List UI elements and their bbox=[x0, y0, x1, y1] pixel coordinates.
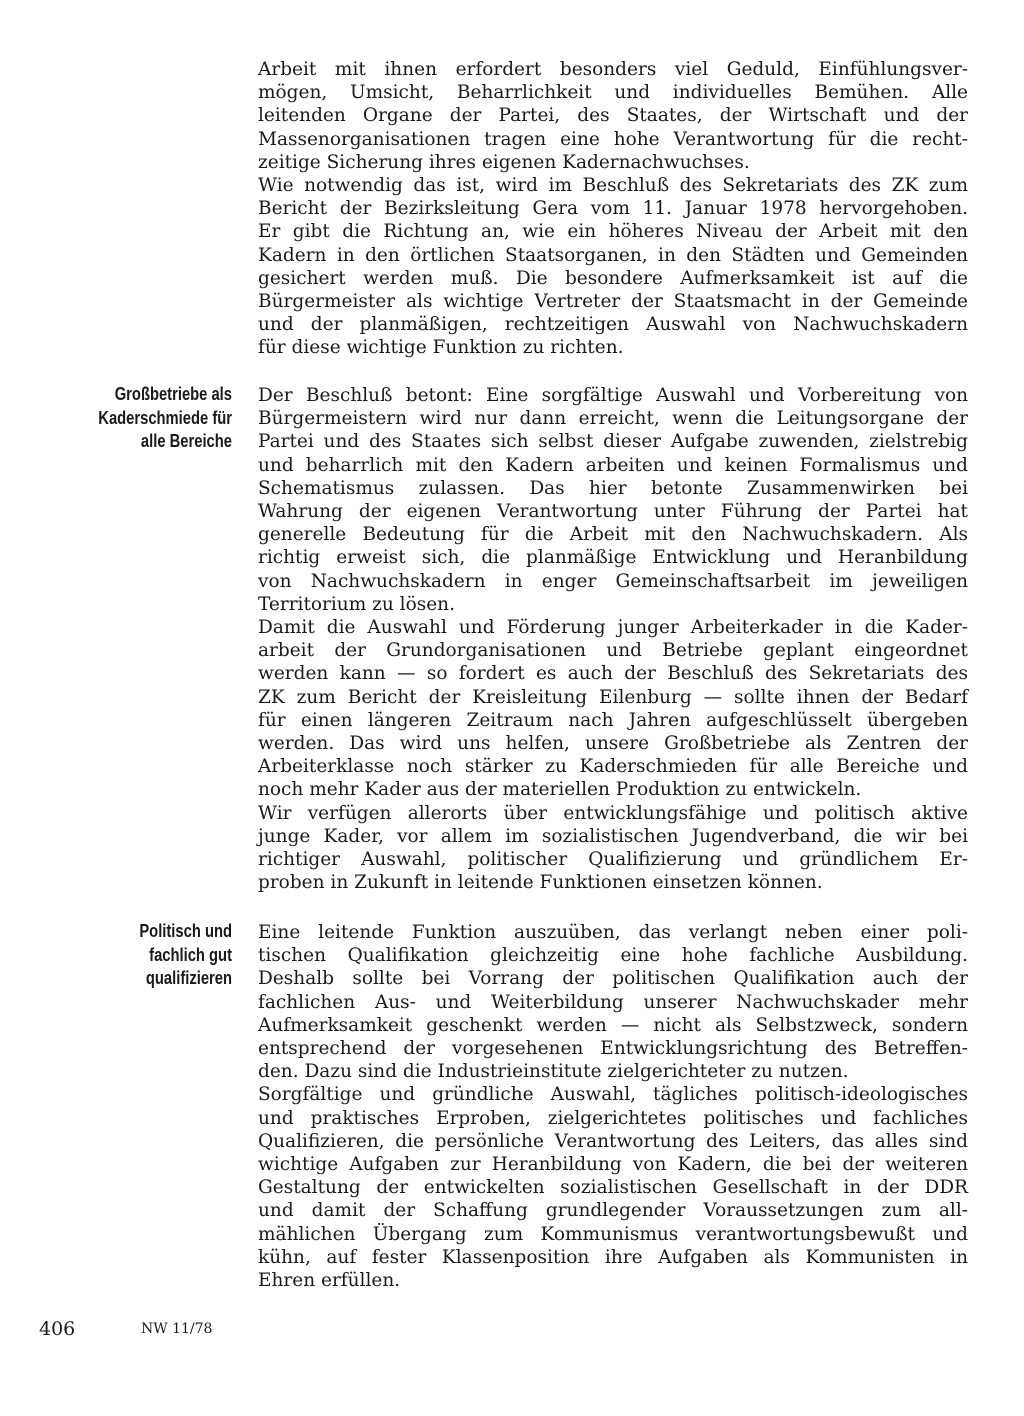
text-line: Bürgermeister als wichtige Vertreter der Staatsmacht in der Gemeinde bbox=[258, 291, 968, 313]
text-line: leitenden Organe der Partei, des Staates, der Wirtschaft und der bbox=[258, 105, 968, 127]
text-line: kühn, auf fester Klassenposition ihre Aufgaben als Kommunisten in bbox=[258, 1246, 968, 1268]
text-line: zeitige Sicherung ihres eigenen Kadernachwuchses. bbox=[258, 151, 750, 173]
text-line: Ehren erfüllen. bbox=[258, 1270, 401, 1292]
text-line: Bericht der Bezirksleitung Gera vom 11. Januar 1978 hervorgehoben. bbox=[258, 198, 968, 220]
text-line: Wahrung der eigenen Verantwortung unter Führung der Partei hat bbox=[258, 501, 968, 523]
text-line: und beharrlich mit den Kadern arbeiten und keinen Formalismus und bbox=[258, 454, 968, 476]
text-line: Der Beschluß betont: Eine sorgfältige Auswahl und Vorbereitung von bbox=[258, 385, 968, 406]
text-line: Gestaltung der entwickelten sozialistischen Gesellschaft in der DDR bbox=[258, 1177, 968, 1199]
text-line: werden kann — so fordert es auch der Beschluß des Sekretariats des bbox=[258, 663, 968, 685]
text-line: von Nachwuchskadern in enger Gemeinschaftsarbeit im jeweiligen bbox=[258, 570, 968, 592]
text-line: Qualifizieren, die persönliche Verantwortung des Leiters, das alles sind bbox=[258, 1130, 968, 1152]
paragraph bbox=[258, 174, 968, 360]
page-number: 406 bbox=[39, 1318, 76, 1340]
text-line: Aufmerksamkeit geschenkt werden — nicht als Selbstzweck, sondern bbox=[258, 1014, 968, 1036]
text-line: entsprechend der vorgesehenen Entwicklungsrichtung des Betreffen- bbox=[258, 1038, 968, 1060]
text-section-kaderschmiede bbox=[258, 384, 968, 894]
text-line: und der planmäßigen, rechtzeitigen Auswahl von Nachwuchskadern bbox=[258, 314, 968, 336]
text-line: proben in Zukunft in leitende Funktionen einsetzen können. bbox=[258, 872, 823, 894]
margin-heading-line: qualifizieren bbox=[145, 968, 232, 988]
paragraph bbox=[258, 384, 968, 616]
margin-heading-line: Großbetriebe als bbox=[114, 384, 232, 404]
text-line: wichtige Aufgaben zur Heranbildung von Kadern, die bei der weiteren bbox=[258, 1154, 968, 1176]
text-line: und praktisches Erproben, zielgerichtetes politisches und fachliches bbox=[258, 1107, 968, 1129]
text-line: Arbeit mit ihnen erfordert besonders viel Geduld, Einfühlungsver- bbox=[258, 59, 968, 80]
text-line: und damit der Schaffung grundlegender Voraussetzungen zum all- bbox=[258, 1200, 968, 1222]
text-line: fachlichen Aus- und Weiterbildung unserer Nachwuchskader mehr bbox=[258, 991, 968, 1013]
margin-heading-line: alle Bereiche bbox=[140, 431, 232, 451]
paragraph bbox=[258, 58, 968, 174]
text-line: den. Dazu sind die Industrieinstitute zielgerichteter zu nutzen. bbox=[258, 1061, 849, 1083]
margin-heading-line: Politisch und bbox=[139, 921, 232, 941]
margin-heading-grossbetriebe bbox=[75, 383, 232, 454]
margin-heading-qualifizieren bbox=[75, 920, 232, 991]
text-line: für diese wichtige Funktion zu richten. bbox=[258, 337, 624, 359]
text-section-intro bbox=[258, 58, 968, 360]
text-line: für einen längeren Zeitraum nach Jahren aufgeschlüsselt übergeben bbox=[258, 709, 968, 731]
text-line: richtiger Auswahl, politischer Qualifizierung und gründlichem Er- bbox=[258, 849, 968, 871]
text-line: werden. Das wird uns helfen, unsere Großbetriebe als Zentren der bbox=[258, 733, 968, 755]
text-line: gesichert werden muß. Die besondere Aufmerksamkeit ist auf die bbox=[258, 267, 968, 289]
text-line: Er gibt die Richtung an, wie ein höheres Niveau der Arbeit mit den bbox=[258, 221, 968, 243]
text-line: mählichen Übergang zum Kommunismus verantwortungsbewußt und bbox=[258, 1223, 968, 1245]
text-line: Kadern in den örtlichen Staatsorganen, in den Städten und Gemeinden bbox=[258, 244, 968, 266]
margin-heading-line: fachlich gut bbox=[149, 944, 232, 965]
text-line: Arbeiterklasse noch stärker zu Kaderschmieden für alle Bereiche und bbox=[258, 756, 968, 778]
text-line: generelle Bedeutung für die Arbeit mit den Nachwuchskadern. Als bbox=[258, 524, 968, 546]
paragraph bbox=[258, 921, 968, 1083]
text-line: richtig erweist sich, die planmäßige Entwicklung und Heranbildung bbox=[258, 547, 968, 569]
text-line: Bürgermeistern wird nur dann erreicht, wenn die Leitungsorgane der bbox=[258, 408, 968, 430]
text-line: Wir verfügen allerorts über entwicklungsfähige und politisch aktive bbox=[258, 802, 968, 824]
text-line: Sorgfältige und gründliche Auswahl, tägliches politisch-ideologisches bbox=[258, 1084, 968, 1106]
text-line: tischen Qualifikation gleichzeitig eine hohe fachliche Ausbildung. bbox=[258, 945, 968, 967]
paragraph bbox=[258, 802, 968, 895]
text-line: mögen, Umsicht, Beharrlichkeit und individuelles Bemühen. Alle bbox=[258, 82, 968, 104]
text-line: junge Kader, vor allem im sozialistischen Jugendverband, die wir bei bbox=[258, 825, 968, 847]
text-section-qualifizieren bbox=[258, 921, 968, 1292]
text-line: Eine leitende Funktion auszuüben, das verlangt neben einer poli- bbox=[258, 922, 968, 943]
text-line: Partei und des Staates sich selbst dieser Aufgabe zuwenden, zielstrebig bbox=[258, 431, 968, 453]
paragraph bbox=[258, 616, 968, 802]
text-line: arbeit der Grundorganisationen und Betriebe geplant eingeordnet bbox=[258, 640, 968, 662]
text-line: ZK zum Bericht der Kreisleitung Eilenburg — sollte ihnen der Bedarf bbox=[258, 686, 968, 708]
paragraph bbox=[258, 1083, 968, 1292]
issue-reference: NW 11/78 bbox=[141, 1321, 213, 1337]
text-line: Massenorganisationen tragen eine hohe Verantwortung für die recht- bbox=[258, 128, 968, 150]
text-line: Deshalb sollte bei Vorrang der politischen Qualifikation auch der bbox=[258, 968, 968, 990]
text-line: Territorium zu lösen. bbox=[258, 593, 455, 615]
text-line: Damit die Auswahl und Förderung junger Arbeiterkader in die Kader- bbox=[258, 617, 968, 639]
margin-heading-line: Kaderschmiede für bbox=[98, 407, 232, 428]
text-line: Schematismus zulassen. Das hier betonte Zusammenwirken bei bbox=[258, 477, 968, 499]
text-line: Wie notwendig das ist, wird im Beschluß des Sekretariats des ZK zum bbox=[258, 175, 968, 197]
text-line: noch mehr Kader aus der materiellen Produktion zu entwickeln. bbox=[258, 779, 862, 801]
